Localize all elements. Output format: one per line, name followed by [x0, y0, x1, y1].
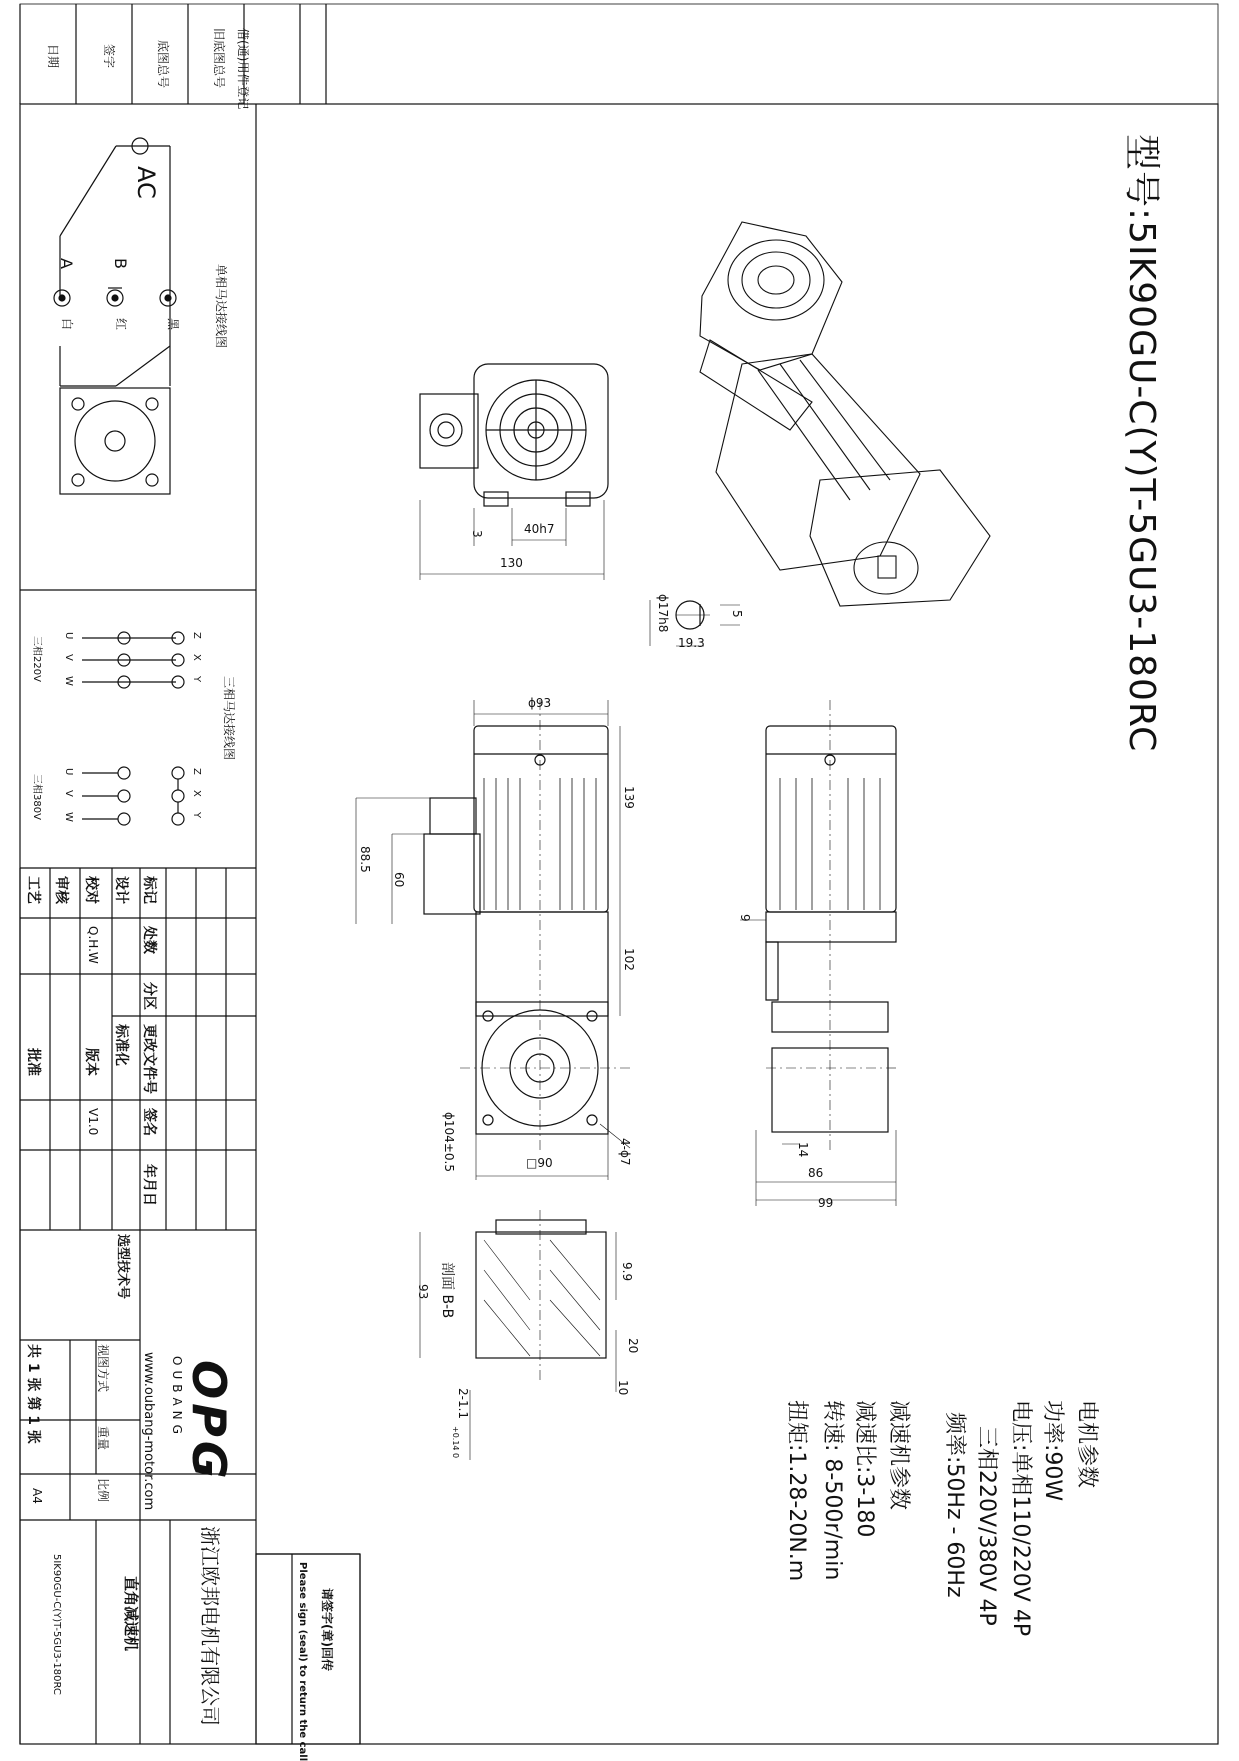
sign-return-en: Please sign (seal) to return the call — [297, 1562, 308, 1761]
stamp-5: 日期 — [46, 44, 60, 69]
three-phase-380-label: 三相380V — [31, 774, 42, 820]
tb-count: 处数 — [141, 926, 157, 954]
reducer-torque: 扭矩:1.28-20N.m — [784, 1400, 809, 1582]
dim-99: 99 — [818, 1196, 834, 1210]
zxy-x-380: X — [191, 790, 202, 797]
tb-standard: 标准化 — [113, 1024, 129, 1066]
dim-60: 60 — [392, 872, 406, 888]
motor-frequency: 频率:50Hz - 60Hz — [942, 1412, 967, 1598]
tb-design: 设计 — [113, 876, 129, 904]
end-view — [420, 364, 608, 580]
dim-key-tolerance: +0.14 0 — [451, 1426, 460, 1459]
tb-docno: 更改文件号 — [141, 1024, 157, 1094]
zxy-y-380: Y — [191, 812, 202, 819]
dim-sq90: □90 — [526, 1156, 553, 1170]
dim-phi104: ϕ104±0.5 — [442, 1112, 456, 1172]
dim-10: 10 — [616, 1380, 630, 1396]
brand-sub: OUBANG — [170, 1356, 184, 1439]
reducer-ratio: 减速比:3-180 — [852, 1400, 877, 1538]
tb-sheets: 共 1 张 第 1 张 — [25, 1344, 41, 1444]
dim-93: 93 — [416, 1284, 430, 1300]
three-phase-220-label: 三相220V — [31, 636, 42, 682]
reducer-speed: 转速: 8-500r/min — [820, 1400, 845, 1581]
model-title: 型号:5IK90GU-C(Y)T-5GU3-180RC — [1121, 134, 1162, 753]
reducer-params-heading: 减速机参数 — [886, 1400, 911, 1511]
stamp-4: 签字 — [102, 44, 116, 69]
tb-paper: A4 — [30, 1488, 44, 1504]
dim-phi17h8: ϕ17h8 — [656, 594, 670, 633]
uvw-v-380: V — [63, 790, 74, 797]
dim-5: 5 — [730, 610, 744, 618]
ac-label: AC — [132, 166, 160, 199]
dim-20: 20 — [626, 1338, 640, 1354]
tb-process: 工艺 — [25, 876, 41, 904]
drawing-number: 5IK90GU-C(Y)T-5GU3-180RC — [51, 1554, 62, 1695]
tb-selection-no: 选型技术号 — [115, 1234, 130, 1300]
company-name: 浙江欧邦电机有限公司 — [198, 1526, 222, 1726]
product-name: 直角减速机 — [122, 1576, 140, 1652]
sign-return-cn: 请签字(章)回传 — [320, 1588, 334, 1671]
three-phase-wiring-diagram — [82, 632, 184, 825]
terminal-b: B — [111, 258, 130, 269]
wire-red: 红 — [114, 318, 128, 331]
dim-40h7: 40h7 — [524, 522, 555, 536]
dim-130: 130 — [500, 556, 523, 570]
zxy-y-220: Y — [191, 676, 202, 683]
section-bb — [420, 1210, 616, 1460]
isometric-view — [700, 222, 990, 606]
section-label: 剖面 B-B — [439, 1262, 455, 1319]
tb-projection: 视图方式 — [96, 1344, 110, 1393]
stamp-2: 旧底图总号 — [212, 28, 226, 89]
uvw-u-220: U — [63, 632, 74, 640]
motor-voltage-3phase: 三相220V/380V 4P — [974, 1426, 999, 1626]
uvw-u-380: U — [63, 768, 74, 776]
tb-mark: 标记 — [141, 876, 157, 904]
tb-weight: 重量 — [96, 1426, 110, 1451]
dim-14: 14 — [796, 1142, 810, 1158]
stamp-1: 借(通)用件登记 — [236, 28, 250, 110]
dim-9-9: 9.9 — [620, 1262, 634, 1282]
dim-3: 3 — [470, 530, 484, 538]
terminal-a: A — [57, 258, 76, 269]
zxy-z-380: Z — [191, 768, 202, 775]
motor-power: 功率:90W — [1040, 1400, 1065, 1502]
tb-version-label: 版本 — [83, 1048, 99, 1076]
zxy-z-220: Z — [191, 632, 202, 639]
dim-hole: 4-ϕ7 — [618, 1138, 632, 1166]
tb-review: 审核 — [53, 876, 69, 904]
side-view — [740, 700, 900, 1206]
uvw-w-380: W — [63, 812, 74, 822]
tb-approve: 批准 — [25, 1048, 41, 1076]
tb-qhw: Q.H.W — [86, 926, 100, 964]
tb-check: 校对 — [83, 876, 99, 904]
title-block-grid — [20, 868, 360, 1744]
wire-black: 黑 — [166, 318, 180, 331]
zxy-x-220: X — [191, 654, 202, 661]
wire-white: 白 — [60, 318, 74, 331]
tb-sign: 签名 — [141, 1108, 157, 1136]
tb-zone: 分区 — [141, 982, 157, 1010]
dim-102: 102 — [622, 948, 636, 971]
front-view — [356, 700, 630, 1180]
sign-return-box — [256, 1554, 360, 1744]
dim-phi93: ϕ93 — [528, 696, 552, 710]
dim-88-5: 88.5 — [358, 846, 372, 873]
dim-key: 2-1.1 — [456, 1388, 470, 1420]
dim-139: 139 — [622, 786, 636, 809]
single-phase-title: 单相马达接线图 — [214, 264, 228, 349]
dim-9: 9 — [738, 914, 752, 922]
dim-19-3: 19.3 — [678, 636, 705, 650]
tb-date: 年月日 — [141, 1164, 157, 1206]
dim-86: 86 — [808, 1166, 824, 1180]
three-phase-title: 三相马达接线图 — [222, 676, 236, 761]
brand-logo: OPG — [182, 1360, 236, 1483]
uvw-v-220: V — [63, 654, 74, 661]
motor-voltage: 电压:单相110/220V 4P — [1008, 1400, 1033, 1637]
website: www.oubang-motor.com — [141, 1352, 156, 1511]
motor-params-heading: 电机参数 — [1074, 1400, 1099, 1489]
tb-version: V1.0 — [86, 1108, 100, 1136]
stamp-3: 底图总号 — [156, 40, 170, 89]
tb-scale: 比例 — [96, 1478, 110, 1503]
uvw-w-220: W — [63, 676, 74, 686]
